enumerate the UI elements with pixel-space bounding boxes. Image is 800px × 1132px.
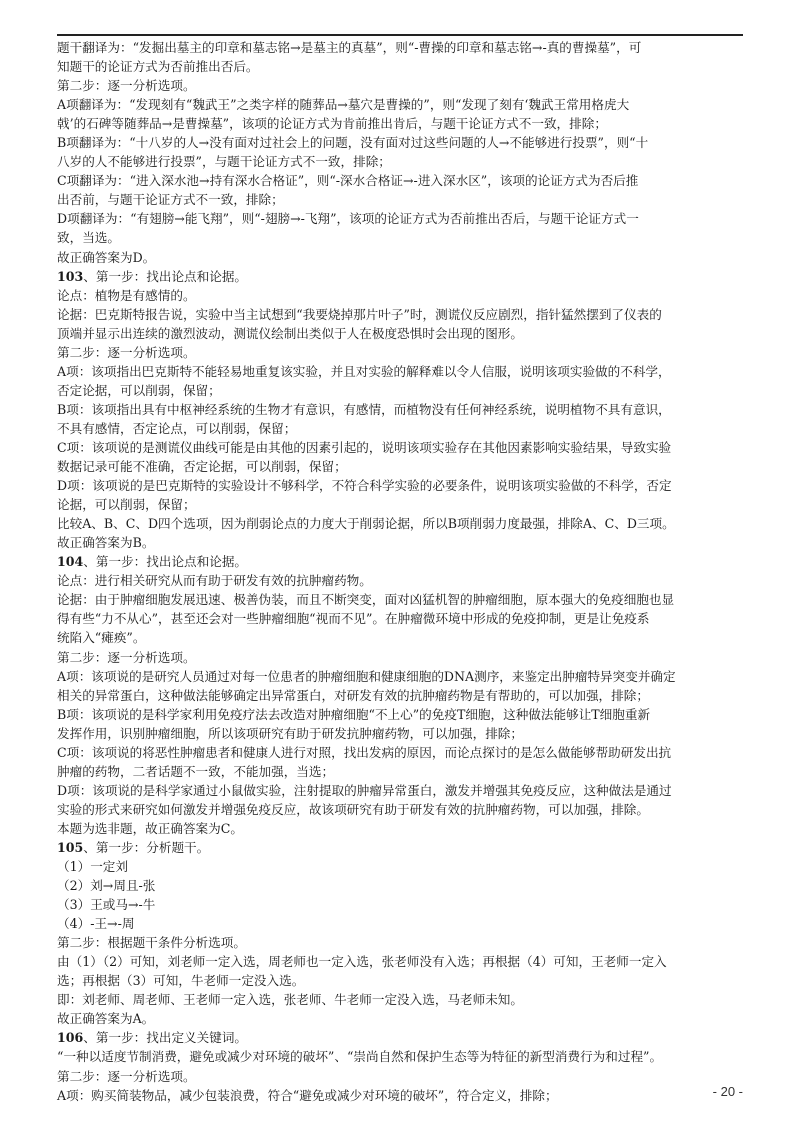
- page-number: - 20 -: [712, 1084, 743, 1099]
- text-line: [57, 476, 745, 495]
- text-line: [57, 667, 745, 686]
- text-line: [57, 95, 745, 114]
- text-line: [57, 533, 745, 552]
- text-line: [57, 800, 745, 819]
- text-line: [57, 114, 745, 133]
- line-text: 比较A、B、C、D四个选项，因为削弱论点的力度大于削弱论据，所以B项削弱力度最强，排除A、C、D三项。: [57, 516, 675, 532]
- line-text: B项：该项指出具有中枢神经系统的生物才有意识，有感情，而植物没有任何神经系统，说明植物不具有意识，: [57, 401, 671, 417]
- line-text: 发挥作用，识别肿瘤细胞，所以该项研究有助于研发抗肿瘤药物，可以加强，排除；: [57, 725, 523, 741]
- text-line: [57, 590, 745, 609]
- text-line: [57, 495, 745, 514]
- text-line: [57, 190, 745, 209]
- text-line: [57, 648, 745, 667]
- line-text: 得有些“力不从心”，甚至还会对一些肿瘤细胞“视而不见”。在肿瘤微环境中形成的免疫抑制，更是让免疫系: [57, 611, 650, 627]
- line-text: 第二步：逐一分析选项。: [57, 1068, 196, 1084]
- line-text: （4）-王→-周: [57, 916, 135, 932]
- text-line: [57, 857, 745, 876]
- text-line: [57, 571, 745, 590]
- line-text: 、第一步：找出论点和论据。: [83, 554, 248, 570]
- text-line: [57, 171, 745, 190]
- line-text: 相关的异常蛋白，这种做法能够确定出异常蛋白，对研发有效的抗肿瘤药物是有帮助的，可以加强，排除；: [57, 687, 649, 703]
- question-number: 106: [57, 1030, 84, 1046]
- text-line: [57, 419, 745, 438]
- line-text: 第二步：逐一分析选项。: [57, 78, 196, 94]
- text-line: [57, 876, 745, 895]
- line-text: 数据记录可能不准确，否定论据，可以削弱，保留；: [57, 459, 347, 475]
- text-line: [57, 952, 745, 971]
- text-line: [57, 609, 745, 628]
- text-line: [57, 514, 745, 533]
- line-text: 题干翻译为：“发掘出墓主的印章和墓志铭→是墓主的真墓”，则“-曹操的印章和墓志铭→-真的曹操墓”，可: [57, 40, 642, 55]
- text-line: [57, 552, 745, 571]
- line-text: 出否前，与题干论证方式不一致，排除；: [57, 192, 284, 208]
- text-line: [57, 248, 745, 267]
- text-line: [57, 457, 745, 476]
- text-line: [57, 305, 745, 324]
- line-text: 第二步：逐一分析选项。: [57, 344, 196, 360]
- text-line: [57, 267, 745, 286]
- line-text: （2）刘→周且-张: [57, 878, 156, 894]
- line-text: A项：该项指出巴克斯特不能轻易地重复该实验，并且对实验的解释难以令人信服，说明该项实验做的不科学，: [57, 363, 671, 379]
- text-line: [57, 1009, 745, 1028]
- line-text: 致，当选。: [57, 230, 120, 246]
- line-text: 、第一步：找出定义关键词。: [83, 1030, 248, 1046]
- line-text: 八岁的人不能够进行投票”，与题干论证方式不一致，排除；: [57, 154, 391, 170]
- text-line: [57, 343, 745, 362]
- line-text: 第二步：根据题干条件分析选项。: [57, 935, 246, 951]
- line-text: 论点：植物是有感情的。: [57, 287, 196, 303]
- text-line: [57, 971, 745, 990]
- question-number: 104: [57, 554, 84, 570]
- line-text: 故正确答案为D。: [57, 249, 156, 265]
- text-line: [57, 228, 745, 247]
- line-text: D项：该项说的是巴克斯特的实验设计不够科学，不符合科学实验的必要条件，说明该项实验做的不科学，否定: [57, 478, 672, 494]
- line-text: 由（1）（2）可知，刘老师一定入选，周老师也一定入选，张老师没有入选；再根据（4）可知，王老师一定入: [57, 954, 667, 970]
- text-line: [57, 38, 745, 57]
- text-line: [57, 1047, 745, 1066]
- line-text: D项：该项说的是科学家通过小鼠做实验，注射提取的肿瘤异常蛋白，激发并增强其免疫反应，这种做法是通过: [57, 782, 672, 798]
- line-text: 选；再根据（3）可知，牛老师一定没入选。: [57, 973, 305, 989]
- line-text: 戟’的石碑等随葬品→是曹操墓”，该项的论证方式为肯前推出肯后，与题干论证方式不一致，排除；: [57, 116, 607, 132]
- line-text: （3）王或马→-牛: [57, 897, 156, 913]
- text-line: [57, 1086, 745, 1105]
- text-line: [57, 1028, 745, 1047]
- text-line: [57, 990, 745, 1009]
- line-text: A项翻译为：“发现刻有“魏武王”之类字样的随葬品→墓穴是曹操的”，则“发现了刻有‘魏武王常用格虎大: [57, 97, 630, 113]
- line-text: 论据，可以削弱，保留；: [57, 497, 196, 513]
- line-text: 、第一步：找出论点和论据。: [83, 268, 248, 284]
- line-text: 顶端并显示出连续的激烈波动，测谎仪绘制出类似于人在极度恐惧时会出现的图形。: [57, 325, 523, 341]
- text-line: [57, 286, 745, 305]
- line-text: 本题为选非题，故正确答案为C。: [57, 820, 243, 836]
- text-line: [57, 76, 745, 95]
- header-rule: [57, 34, 743, 36]
- text-line: [57, 724, 745, 743]
- text-line: [57, 400, 745, 419]
- text-line: [57, 914, 745, 933]
- text-line: [57, 1067, 745, 1086]
- line-text: 实验的形式来研究如何激发并增强免疫反应，故该项研究有助于研发有效的抗肿瘤药物，可以加强，排除。: [57, 801, 649, 817]
- text-line: [57, 933, 745, 952]
- line-text: C项：该项说的将恶性肿瘤患者和健康人进行对照，找出发病的原因，而论点探讨的是怎么做能够帮助研发出抗: [57, 744, 672, 760]
- text-line: [57, 152, 745, 171]
- line-text: D项翻译为：“有翅膀→能飞翔”，则“-翅膀→-飞翔”，该项的论证方式为否前推出否后，与题干论证方式一: [57, 211, 639, 227]
- line-text: “一种以适度节制消费，避免或减少对环境的破坏”、“崇尚自然和保护生态等为特征的新型消费行为和过程”。: [57, 1049, 663, 1065]
- line-text: 论据：由于肿瘤细胞发展迅速、极善伪装，而且不断突变，面对凶猛机智的肿瘤细胞，原本强大的免疫细胞也显: [57, 592, 675, 608]
- text-line: [57, 362, 745, 381]
- text-line: [57, 762, 745, 781]
- line-text: B项翻译为：“十八岁的人→没有面对过社会上的问题，没有面对过这些问题的人→不能够进行投票”，则“十: [57, 135, 649, 151]
- line-text: 统陷入“瘫痪”。: [57, 630, 146, 646]
- line-text: 不具有感情，否定论点，可以削弱，保留；: [57, 420, 297, 436]
- line-text: 第二步：逐一分析选项。: [57, 649, 196, 665]
- line-text: A项：购买简装物品，减少包装浪费，符合“避免或减少对环境的破坏”，符合定义，排除；: [57, 1087, 558, 1103]
- text-line: [57, 57, 745, 76]
- text-line: [57, 743, 745, 762]
- text-line: [57, 838, 745, 857]
- question-number: 105: [57, 839, 84, 855]
- page-body: [57, 38, 745, 1105]
- line-text: B项：该项说的是科学家利用免疫疗法去改造对肿瘤细胞“不上心”的免疫T细胞，这种做法能够让T细胞重新: [57, 706, 651, 722]
- line-text: 肿瘤的药物，二者话题不一致，不能加强，当选；: [57, 763, 335, 779]
- line-text: C项翻译为：“进入深水池→持有深水合格证”，则“-深水合格证→-进入深水区”，该项的论证方式为否后推: [57, 173, 639, 189]
- line-text: 知题干的论证方式为否前推出否后。: [57, 59, 259, 75]
- text-line: [57, 381, 745, 400]
- question-number: 103: [57, 268, 84, 284]
- text-line: [57, 819, 745, 838]
- text-line: [57, 781, 745, 800]
- text-line: [57, 324, 745, 343]
- line-text: 论据：巴克斯特报告说，实验中当主试想到“我要烧掉那片叶子”时，测谎仪反应剧烈，指针猛然摆到了仪表的: [57, 306, 662, 322]
- line-text: （1）一定刘: [57, 859, 128, 875]
- line-text: 故正确答案为A。: [57, 1011, 155, 1027]
- text-line: [57, 209, 745, 228]
- line-text: 故正确答案为B。: [57, 535, 155, 551]
- line-text: 即：刘老师、周老师、王老师一定入选，张老师、牛老师一定没入选，马老师未知。: [57, 992, 523, 1008]
- line-text: 否定论据，可以削弱，保留；: [57, 382, 221, 398]
- line-text: 、第一步：分析题干。: [83, 839, 210, 855]
- line-text: C项：该项说的是测谎仪曲线可能是由其他的因素引起的，说明该项实验存在其他因素影响实验结果，导致实验: [57, 439, 672, 455]
- text-line: [57, 686, 745, 705]
- text-line: [57, 438, 745, 457]
- text-line: [57, 628, 745, 647]
- text-line: [57, 133, 745, 152]
- text-line: [57, 895, 745, 914]
- text-line: [57, 705, 745, 724]
- line-text: A项：该项说的是研究人员通过对每一位患者的肿瘤细胞和健康细胞的DNA测序，来鉴定出肿瘤特异突变并确定: [57, 668, 676, 684]
- line-text: 论点：进行相关研究从而有助于研发有效的抗肿瘤药物。: [57, 573, 372, 589]
